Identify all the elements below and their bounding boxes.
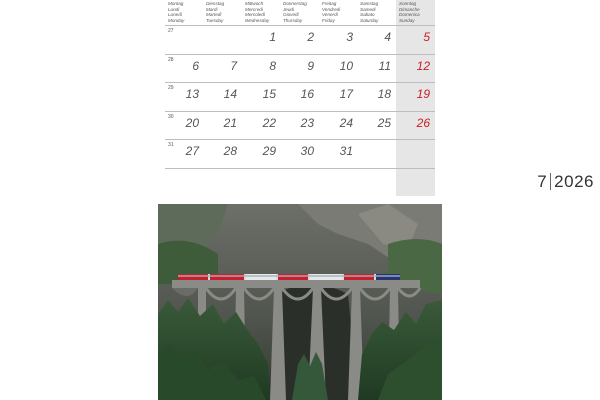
day-date: 15 <box>262 87 276 101</box>
month-number: 7 <box>537 172 548 191</box>
row-divider <box>165 25 435 26</box>
column-divider <box>318 0 319 196</box>
weekday-header: Freitag Vendredi Venerdì Friday <box>322 1 341 23</box>
sunday-date: 26 <box>416 116 430 130</box>
week-number: 28 <box>168 57 174 63</box>
day-date: 10 <box>339 59 353 73</box>
day-date: 29 <box>262 144 276 158</box>
day-date: 22 <box>262 116 276 130</box>
weekday-header: Montag Lundi Lunedì Monday <box>168 1 185 23</box>
day-date: 13 <box>185 87 199 101</box>
column-divider <box>356 0 357 196</box>
day-date: 4 <box>384 30 391 44</box>
row-divider <box>165 111 435 112</box>
week-number: 31 <box>168 142 174 148</box>
day-date: 30 <box>300 144 314 158</box>
weekday-header: Samstag Samedi Sabato Saturday <box>360 1 379 23</box>
day-date: 18 <box>377 87 391 101</box>
sunday-date: 5 <box>423 30 430 44</box>
row-divider <box>165 139 435 140</box>
day-date: 31 <box>339 144 353 158</box>
day-date: 8 <box>269 59 276 73</box>
year-number: 2026 <box>554 172 594 191</box>
weekday-header: Dienstag Mardi Martedì Tuesday <box>206 1 225 23</box>
row-divider <box>165 168 435 169</box>
week-number: 27 <box>168 28 174 34</box>
day-date: 2 <box>307 30 314 44</box>
column-divider <box>202 0 203 196</box>
day-date: 7 <box>230 59 237 73</box>
sunday-date: 12 <box>416 59 430 73</box>
day-date: 20 <box>185 116 199 130</box>
weekday-header: Donnerstag Jeudi Giovedì Thursday <box>283 1 307 23</box>
week-number: 30 <box>168 114 174 120</box>
day-date: 6 <box>192 59 199 73</box>
day-date: 17 <box>339 87 353 101</box>
landwasser-viaduct-photo <box>158 204 442 400</box>
day-date: 1 <box>269 30 276 44</box>
weekday-header: Sonntag Dimanche Domenica Sunday <box>399 1 420 23</box>
row-divider <box>165 82 435 83</box>
train <box>178 274 400 280</box>
day-date: 21 <box>223 116 237 130</box>
day-date: 3 <box>346 30 353 44</box>
day-date: 25 <box>377 116 391 130</box>
weekday-header: Mittwoch Mercredi Mercoledì Wednesday <box>245 1 270 23</box>
day-date: 9 <box>307 59 314 73</box>
column-divider <box>395 0 396 196</box>
day-date: 28 <box>223 144 237 158</box>
day-date: 14 <box>223 87 237 101</box>
row-divider <box>165 54 435 55</box>
day-date: 16 <box>300 87 314 101</box>
day-date: 24 <box>339 116 353 130</box>
calendar-grid <box>165 0 435 196</box>
column-divider <box>241 0 242 196</box>
day-date: 23 <box>300 116 314 130</box>
sunday-date: 19 <box>416 87 430 101</box>
day-date: 27 <box>185 144 199 158</box>
week-number: 29 <box>168 85 174 91</box>
column-divider <box>279 0 280 196</box>
day-date: 11 <box>378 59 391 73</box>
month-year-label <box>537 172 594 192</box>
month-separator <box>550 173 551 190</box>
